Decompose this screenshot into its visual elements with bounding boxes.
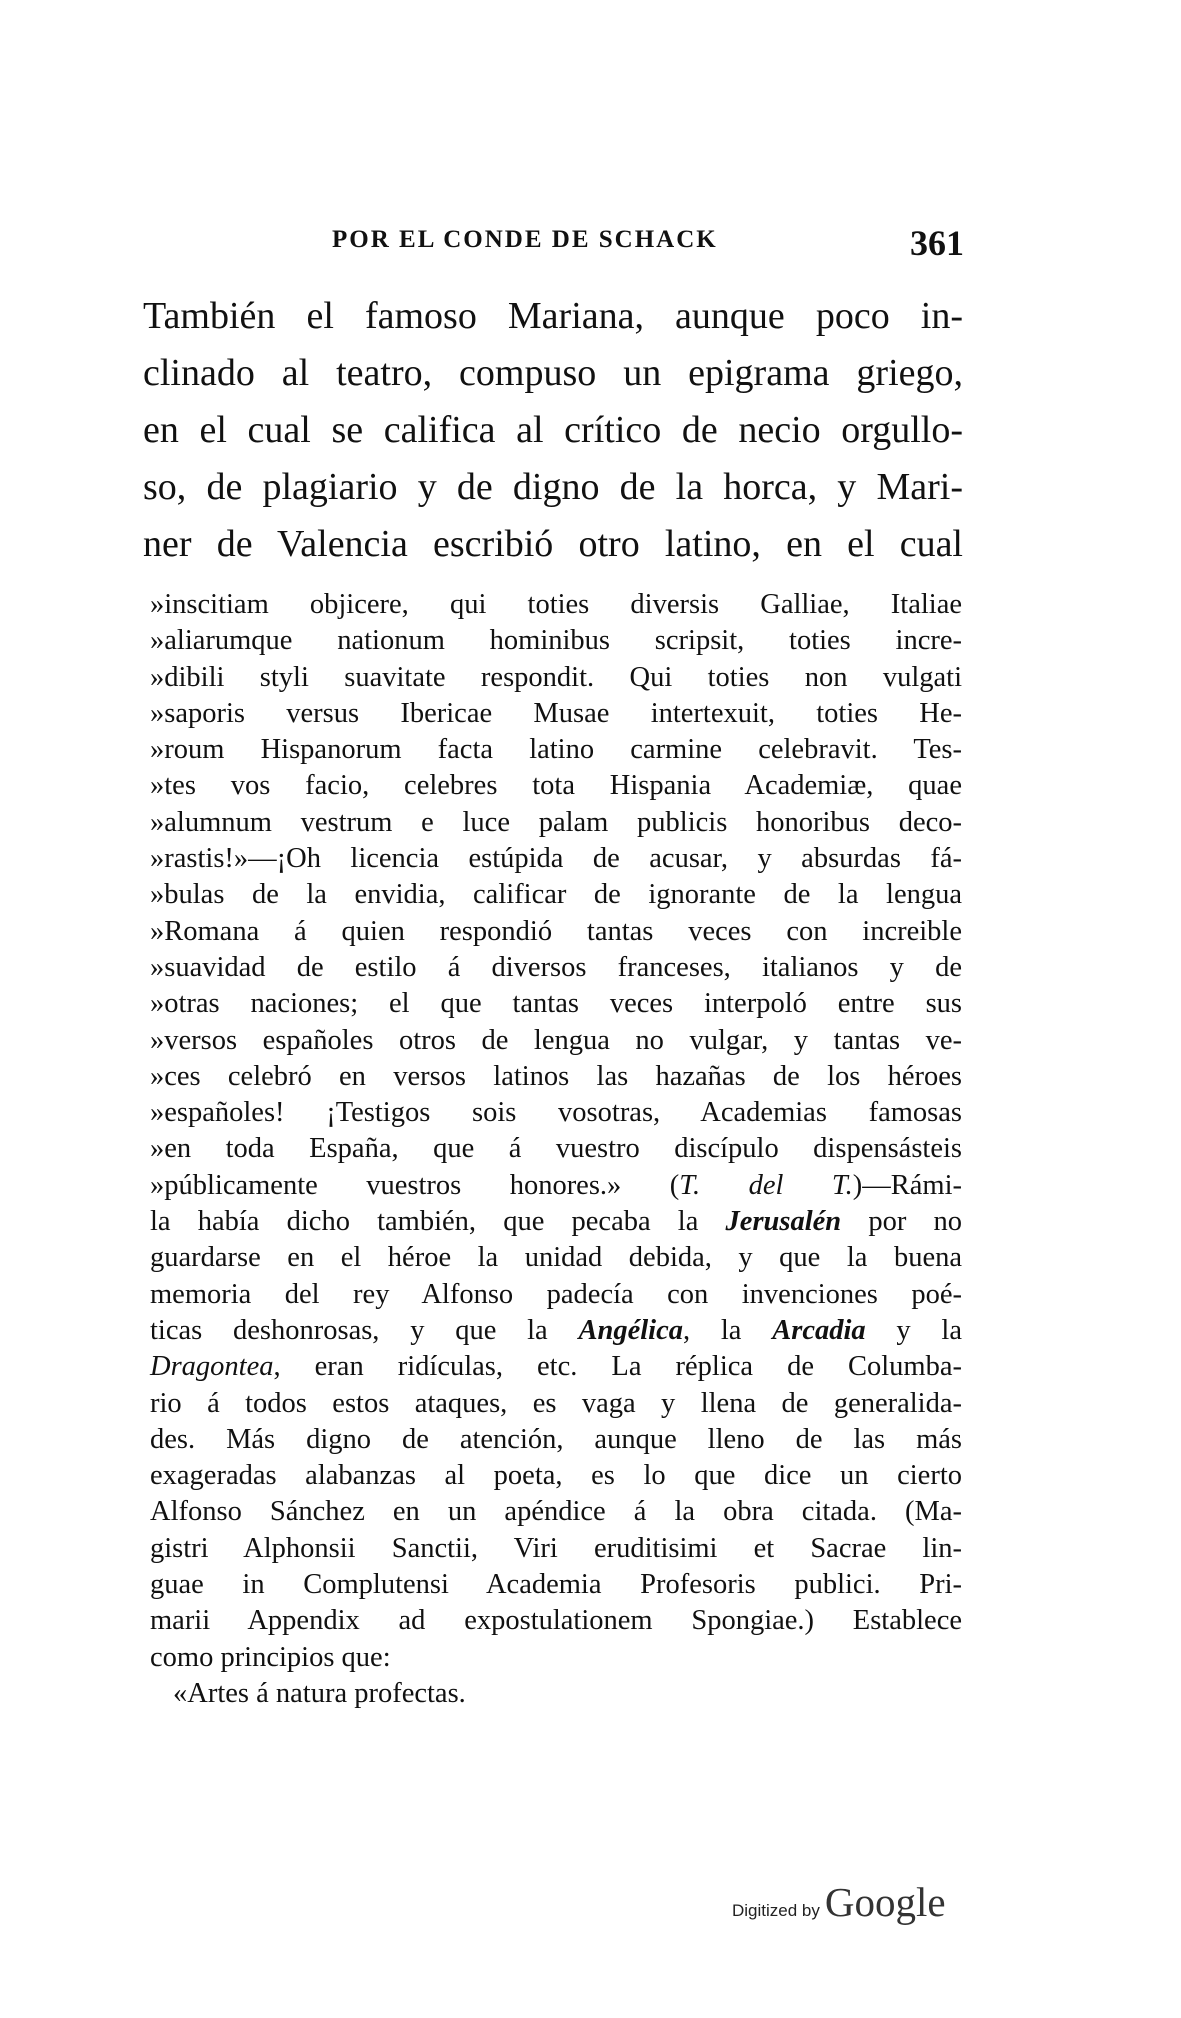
digitization-stamp <box>732 1878 946 1926</box>
running-title: POR EL CONDE DE SCHACK <box>332 226 718 253</box>
text-fragment: )—Rámi- <box>852 1169 962 1201</box>
quote-line: »otras naciones; el que tantas veces interpoló entre sus <box>150 988 962 1020</box>
quote-line: »tes vos facio, celebres tota Hispania Academiæ, quae <box>150 770 962 802</box>
text-line <box>150 1313 962 1349</box>
text-line: exageradas alabanzas al poeta, es lo que dice un cierto <box>150 1460 962 1492</box>
quoted-passage <box>150 587 962 1712</box>
text-line-with-reference <box>150 1168 962 1204</box>
text-fragment: , eran ridículas, etc. La réplica de Columba- <box>273 1351 962 1383</box>
text-line <box>150 1204 962 1240</box>
quote-line: »inscitiam objicere, qui toties diversis Galliae, Italiae <box>150 589 962 620</box>
quote-line: »alumnum vestrum e luce palam publicis honoribus deco- <box>150 806 962 838</box>
work-title: Dragontea <box>150 1351 274 1383</box>
quote-line: »versos españoles otros de lengua no vulgar, y tantas ve- <box>150 1024 962 1056</box>
text-line <box>150 1349 962 1385</box>
text-line: des. Más digno de atención, aunque lleno de las más <box>150 1423 962 1455</box>
quote-line: »bulas de la envidia, calificar de ignorante de la lengua <box>150 879 962 911</box>
text-line: guardarse en el héroe la unidad debida, y que la buena <box>150 1242 962 1274</box>
work-title: Arcadia <box>772 1314 866 1346</box>
quote-line: »saporis versus Ibericae Musae intertexuit, toties He- <box>150 697 962 729</box>
reference-abbrev: del <box>700 1169 832 1201</box>
main-line: También el famoso Mariana, aunque poco in- <box>143 295 963 337</box>
digitized-by-label: Digitized by <box>732 1901 820 1920</box>
text-fragment: y la <box>865 1314 962 1346</box>
reference-abbrev: T. <box>831 1169 853 1201</box>
quote-line: »aliarumque nationum hominibus scripsit, toties incre- <box>150 625 962 657</box>
quotation-start-line: «Artes á natura profectas. <box>173 1677 466 1709</box>
text-line: rio á todos estos ataques, es vaga y llena de generalida- <box>150 1387 962 1419</box>
main-line: clinado al teatro, compuso un epigrama griego, <box>143 352 963 394</box>
work-title: Jerusalén <box>725 1206 842 1238</box>
quote-line: »ces celebró en versos latinos las hazañas de los héroes <box>150 1060 962 1092</box>
page-number: 361 <box>910 223 964 263</box>
text-fragment: ticas deshonrosas, y que la <box>150 1314 579 1346</box>
text-line: guae in Complutensi Academia Profesoris publici. Pri- <box>150 1569 962 1601</box>
main-line: ner de Valencia escribió otro latino, en el cual <box>143 523 963 565</box>
reference-abbrev: T. <box>679 1169 701 1201</box>
quote-line: »Romana á quien respondió tantas veces con increible <box>150 915 962 947</box>
main-paragraph <box>143 288 963 573</box>
quote-line: »dibili styli suavitate respondit. Qui toties non vulgati <box>150 661 962 693</box>
quote-line: »españoles! ¡Testigos sois vosotras, Academias famosas <box>150 1097 962 1129</box>
text-line: Alfonso Sánchez en un apéndice á la obra citada. (Ma- <box>150 1496 962 1528</box>
quote-line: »rastis!»—¡Oh licencia estúpida de acusar, y absurdas fá- <box>150 843 962 875</box>
text-line: memoria del rey Alfonso padecía con invenciones poé- <box>150 1278 962 1310</box>
text-fragment: , la <box>682 1314 773 1346</box>
main-line: so, de plagiario y de digno de la horca, y Mari- <box>143 466 963 508</box>
work-title: Angélica <box>578 1314 683 1346</box>
text-line: gistri Alphonsii Sanctii, Viri eruditisimi et Sacrae lin- <box>150 1532 962 1564</box>
text-line: marii Appendix ad expostulationem Spongiae.) Establece <box>150 1605 962 1637</box>
text-fragment: por no <box>841 1206 962 1238</box>
quote-line: »suavidad de estilo á diversos franceses, italianos y de <box>150 951 962 983</box>
quote-line: »en toda España, que á vuestro discípulo dispensásteis <box>150 1133 962 1165</box>
google-logo-text: Google <box>824 1879 946 1925</box>
text-fragment: la había dicho también, que pecaba la <box>150 1206 726 1238</box>
quote-line: »roum Hispanorum facta latino carmine celebravit. Tes- <box>150 734 962 766</box>
text-fragment: »públicamente vuestros honores.» ( <box>150 1169 680 1201</box>
text-line: como principios que: <box>150 1641 391 1673</box>
main-line: en el cual se califica al crítico de necio orgullo- <box>143 409 963 451</box>
